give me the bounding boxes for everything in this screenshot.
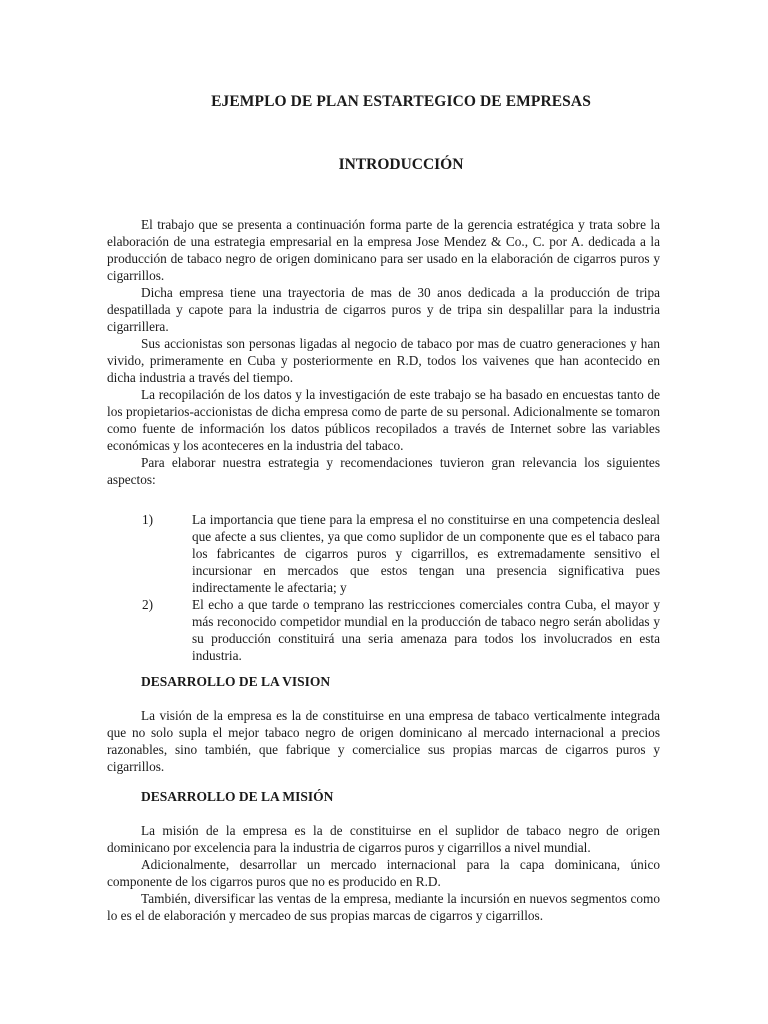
paragraph: La visión de la empresa es la de constituirse en una empresa de tabaco verticalmente integrada que no solo supla el mejor tabaco negro de origen dominicano al mercado internacional a precios razonables, sino también, que fabrique y comercialice sus propias marcas de cigarros puros y cigarrillos.	[107, 708, 660, 774]
paragraph: Para elaborar nuestra estrategia y recomendaciones tuvieron gran relevancia los siguientes aspectos:	[107, 455, 660, 487]
mision-heading: DESARROLLO DE LA MISIÓN	[141, 789, 334, 804]
list-item-number: 1)	[142, 512, 154, 527]
paragraph: La misión de la empresa es la de constituirse en el suplidor de tabaco negro de origen dominicano por excelencia para la industria de cigarros puros y cigarrillos a nivel mundial.	[107, 823, 660, 855]
list-item	[107, 596, 660, 664]
list-item-text: El echo a que tarde o temprano las restricciones comerciales contra Cuba, el mayor y más reconocido competidor mundial en la producción de tabaco negro serán abolidas y su producción constituirá una seria amenaza para todos los involucrados en esta industria.	[192, 597, 660, 663]
paragraph: Dicha empresa tiene una trayectoria de mas de 30 anos dedicada a la producción de tripa despatillada y capote para la industria de cigarros puros y de tripa sin despalillar para la industria cigarrillera.	[107, 285, 660, 334]
list-item	[107, 511, 660, 596]
paragraph: Adicionalmente, desarrollar un mercado internacional para la capa dominicana, único componente de los cigarros puros que no es producido en R.D.	[107, 857, 660, 889]
paragraph: Sus accionistas son personas ligadas al negocio de tabaco por mas de cuatro generaciones y han vivido, primeramente en Cuba y posteriormente en R.D, todos los vaivenes que han acontecido en dicha industria a través del tiempo.	[107, 336, 660, 385]
introduction-heading: INTRODUCCIÓN	[338, 156, 464, 173]
vision-body	[107, 707, 660, 775]
paragraph: También, diversificar las ventas de la empresa, mediante la incursión en nuevos segmentos como lo es el de elaboración y mercadeo de sus propias marcas de cigarros y cigarrillos.	[107, 891, 660, 923]
introduction-body	[107, 216, 660, 488]
vision-heading: DESARROLLO DE LA VISION	[141, 674, 331, 689]
paragraph: El trabajo que se presenta a continuación forma parte de la gerencia estratégica y trata sobre la elaboración de una estrategia empresarial en la empresa Jose Mendez & Co., C. por A. dedicada a la producción de tabaco negro de origen dominicano para ser usado en la elaboración de cigarros puros y cigarrillos.	[107, 217, 660, 283]
paragraph: La recopilación de los datos y la investigación de este trabajo se ha basado en encuestas tanto de los propietarios-accionistas de dicha empresa como de parte de su personal. Adicionalmente se tomaron como fuente de información los datos públicos recopilados a través de Internet sobre las variables económicas y los aconteceres en la industria del tabaco.	[107, 387, 660, 453]
mision-body	[107, 822, 660, 924]
list-item-number: 2)	[142, 597, 154, 612]
aspects-list	[107, 511, 660, 664]
document-title: EJEMPLO DE PLAN ESTARTEGICO DE EMPRESAS	[211, 93, 591, 110]
list-item-text: La importancia que tiene para la empresa el no constituirse en una competencia desleal que afecte a sus clientes, ya que como suplidor de un componente que es el tabaco para los fabricantes de cigarros puros y cigarrillos, es extremadamente sensitivo el incursionar en mercados que estos tengan una presencia significativa pues indirectamente le afectaria; y	[192, 512, 660, 595]
